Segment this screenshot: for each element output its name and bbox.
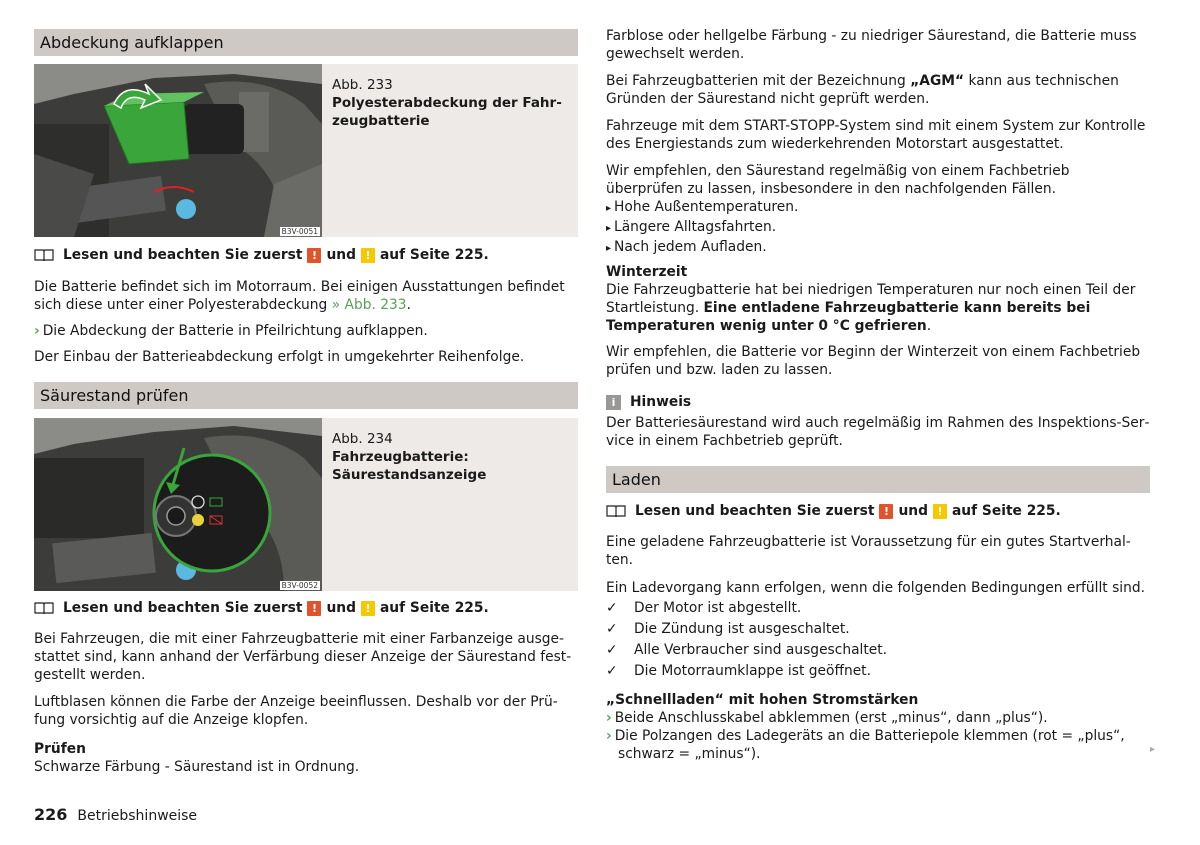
read-first-reference-2 bbox=[34, 599, 489, 617]
check-icon: ✓ bbox=[606, 663, 618, 679]
figure-233 bbox=[34, 64, 578, 237]
black-color-paragraph: Schwarze Färbung - Säurestand ist in Ordnung. bbox=[34, 759, 360, 775]
chapter-label: Betriebshinweise bbox=[77, 808, 198, 824]
agm-label: „AGM“ bbox=[910, 73, 965, 89]
fast-charge-step-text: Die Polzangen des Ladegeräts an die Batteriepole klemmen (rot = „plus“, schwarz = „minus“). bbox=[614, 728, 1125, 762]
winter-text: Die Fahrzeugbatterie hat bei niedrigen Temperaturen nur noch einen Teil der Startleistung. bbox=[606, 282, 1136, 316]
battery-location-text: Die Batterie befindet sich im Motorraum. Bei einigen Ausstattungen befindet sich diese unter einer Polyesterabdeckung bbox=[34, 279, 565, 313]
read-first-pre: Lesen und beachten Sie zuerst bbox=[635, 503, 875, 519]
list-item bbox=[606, 238, 1150, 258]
read-first-reference-1 bbox=[34, 246, 489, 264]
checklist-text: Der Motor ist abgestellt. bbox=[634, 600, 802, 616]
triangle-bullet-icon: ▸ bbox=[606, 223, 612, 234]
conditions-list bbox=[606, 198, 1150, 258]
step-open-cover bbox=[34, 322, 578, 340]
winter-subheading: Winterzeit bbox=[606, 264, 688, 280]
note-header bbox=[606, 393, 691, 411]
fast-charge-step-text: Beide Anschlusskabel abklemmen (erst „minus“, dann „plus“). bbox=[614, 710, 1048, 726]
info-icon: i bbox=[606, 395, 621, 410]
checklist-item bbox=[606, 619, 1150, 640]
air-bubbles-paragraph: Luftblasen können die Farbe der Anzeige beeinflussen. Deshalb vor der Prüfung vorsichtig auf die Anzeige klopfen. bbox=[34, 694, 558, 728]
figure-233-link[interactable]: » Abb. 233 bbox=[331, 297, 407, 313]
read-first-pre: Lesen und beachten Sie zuerst bbox=[63, 600, 303, 616]
winter-recommend-paragraph: Wir empfehlen, die Batterie vor Beginn der Winterzeit von einem Fachbetrieb prüfen und bzw. laden zu lassen. bbox=[606, 344, 1141, 378]
check-icon: ✓ bbox=[606, 621, 618, 637]
recommend-check-paragraph: Wir empfehlen, den Säurestand regelmäßig von einem Fachbetrieb überprüfen zu lassen, insbesondere in den nachfolgenden Fällen. bbox=[606, 163, 1070, 197]
charged-battery-paragraph: Eine geladene Fahrzeugbatterie ist Voraussetzung für ein gutes Startverhalten. bbox=[606, 534, 1131, 568]
page-number: 226 bbox=[34, 805, 68, 824]
step-chevron-icon: › bbox=[34, 323, 40, 339]
read-first-post: auf Seite 225. bbox=[379, 600, 489, 616]
fast-charge-subheading: „Schnellladen“ mit hohen Stromstärken bbox=[606, 692, 919, 708]
warning-red-icon: ! bbox=[307, 248, 321, 263]
reinstall-paragraph: Der Einbau der Batterieabdeckung erfolgt in umgekehrter Reihenfolge. bbox=[34, 349, 525, 365]
note-paragraph: Der Batteriesäurestand wird auch regelmäßig im Rahmen des Inspektions-Service in einem Fachbetrieb geprüft. bbox=[606, 415, 1150, 449]
checklist-text: Die Zündung ist ausgeschaltet. bbox=[634, 621, 850, 637]
figure-233-number: Abb. 233 bbox=[332, 77, 393, 93]
fast-charge-step bbox=[606, 727, 1136, 763]
figure-234-title: Fahrzeugbatterie: Säurestandsanzeige bbox=[332, 449, 487, 483]
battery-location-paragraph bbox=[34, 278, 578, 314]
list-item-text: Nach jedem Aufladen. bbox=[614, 239, 767, 255]
page-footer bbox=[34, 805, 197, 824]
section-header-laden: Laden bbox=[606, 466, 1150, 493]
figure-234-number: Abb. 234 bbox=[332, 431, 393, 447]
list-item bbox=[606, 198, 1150, 218]
colorless-paragraph: Farblose oder hellgelbe Färbung - zu niedriger Säurestand, die Batterie muss gewechselt werden. bbox=[606, 28, 1137, 62]
color-indicator-paragraph: Bei Fahrzeugen, die mit einer Fahrzeugbatterie mit einer Farbanzeige ausgestattet sind, kann anhand der Verfärbung dieser Anzeige der Säurestand festgestellt werden. bbox=[34, 631, 572, 683]
winter-bold-text: Eine entladene Fahrzeugbatterie kann bereits bei Temperaturen wenig unter 0 °C gefrieren bbox=[606, 300, 1091, 334]
step-chevron-icon: › bbox=[606, 710, 612, 726]
step-open-cover-text: Die Abdeckung der Batterie in Pfeilrichtung aufklappen. bbox=[42, 323, 428, 339]
winter-end: . bbox=[926, 318, 932, 334]
read-first-pre: Lesen und beachten Sie zuerst bbox=[63, 247, 303, 263]
warning-yellow-icon: ! bbox=[933, 504, 947, 519]
warning-yellow-icon: ! bbox=[361, 248, 375, 263]
figure-233-title: Polyesterabdeckung der Fahrzeugbatterie bbox=[332, 95, 562, 129]
figure-233-caption bbox=[332, 76, 572, 130]
checklist-item bbox=[606, 640, 1150, 661]
continue-arrow-icon: ▸ bbox=[1150, 744, 1156, 755]
checklist-item bbox=[606, 598, 1150, 619]
checklist-text: Die Motorraumklappe ist geöffnet. bbox=[634, 663, 871, 679]
charging-conditions-paragraph: Ein Ladevorgang kann erfolgen, wenn die folgenden Bedingungen erfüllt sind. bbox=[606, 580, 1145, 596]
figure-234 bbox=[34, 418, 578, 591]
agm-post: kann aus technischen Gründen der Säurestand nicht geprüft werden. bbox=[606, 73, 1119, 107]
step-chevron-icon: › bbox=[606, 728, 612, 744]
battery-location-end: . bbox=[406, 297, 411, 313]
book-icon bbox=[34, 601, 54, 615]
figure-234-caption bbox=[332, 430, 572, 484]
agm-pre: Bei Fahrzeugbatterien mit der Bezeichnung bbox=[606, 73, 906, 89]
figure-234-id: B3V-0052 bbox=[281, 581, 318, 590]
figure-233-id: B3V-0051 bbox=[281, 227, 318, 236]
acid-level-indicator-illustration bbox=[34, 418, 322, 591]
check-icon: ✓ bbox=[606, 600, 618, 616]
note-title: Hinweis bbox=[630, 394, 692, 410]
read-first-mid: und bbox=[326, 247, 356, 263]
read-first-post: auf Seite 225. bbox=[379, 247, 489, 263]
engine-bay-battery-cover-illustration bbox=[34, 64, 322, 237]
warning-yellow-icon: ! bbox=[361, 601, 375, 616]
winter-paragraph bbox=[606, 281, 1150, 335]
warning-red-icon: ! bbox=[879, 504, 893, 519]
check-subheading: Prüfen bbox=[34, 741, 86, 757]
list-item-text: Hohe Außentemperaturen. bbox=[614, 199, 799, 215]
triangle-bullet-icon: ▸ bbox=[606, 203, 612, 214]
figure-234-image bbox=[34, 418, 322, 591]
check-icon: ✓ bbox=[606, 642, 618, 658]
checklist-text: Alle Verbraucher sind ausgeschaltet. bbox=[634, 642, 888, 658]
book-icon bbox=[34, 248, 54, 262]
checklist bbox=[606, 598, 1150, 682]
read-first-reference-3 bbox=[606, 502, 1061, 520]
list-item bbox=[606, 218, 1150, 238]
read-first-post: auf Seite 225. bbox=[951, 503, 1061, 519]
figure-233-image bbox=[34, 64, 322, 237]
warning-red-icon: ! bbox=[307, 601, 321, 616]
read-first-mid: und bbox=[898, 503, 928, 519]
checklist-item bbox=[606, 661, 1150, 682]
agm-paragraph bbox=[606, 72, 1150, 108]
read-first-mid: und bbox=[326, 600, 356, 616]
fast-charge-step bbox=[606, 709, 1150, 727]
list-item-text: Längere Alltagsfahrten. bbox=[614, 219, 777, 235]
section-header-saeurestand: Säurestand prüfen bbox=[34, 382, 578, 409]
start-stop-paragraph: Fahrzeuge mit dem START-STOPP-System sind mit einem System zur Kontrolle des Energiestands zum wiederkehrenden Motorstart ausgestattet. bbox=[606, 118, 1146, 152]
book-icon bbox=[606, 504, 626, 518]
section-header-abdeckung: Abdeckung aufklappen bbox=[34, 29, 578, 56]
triangle-bullet-icon: ▸ bbox=[606, 243, 612, 254]
